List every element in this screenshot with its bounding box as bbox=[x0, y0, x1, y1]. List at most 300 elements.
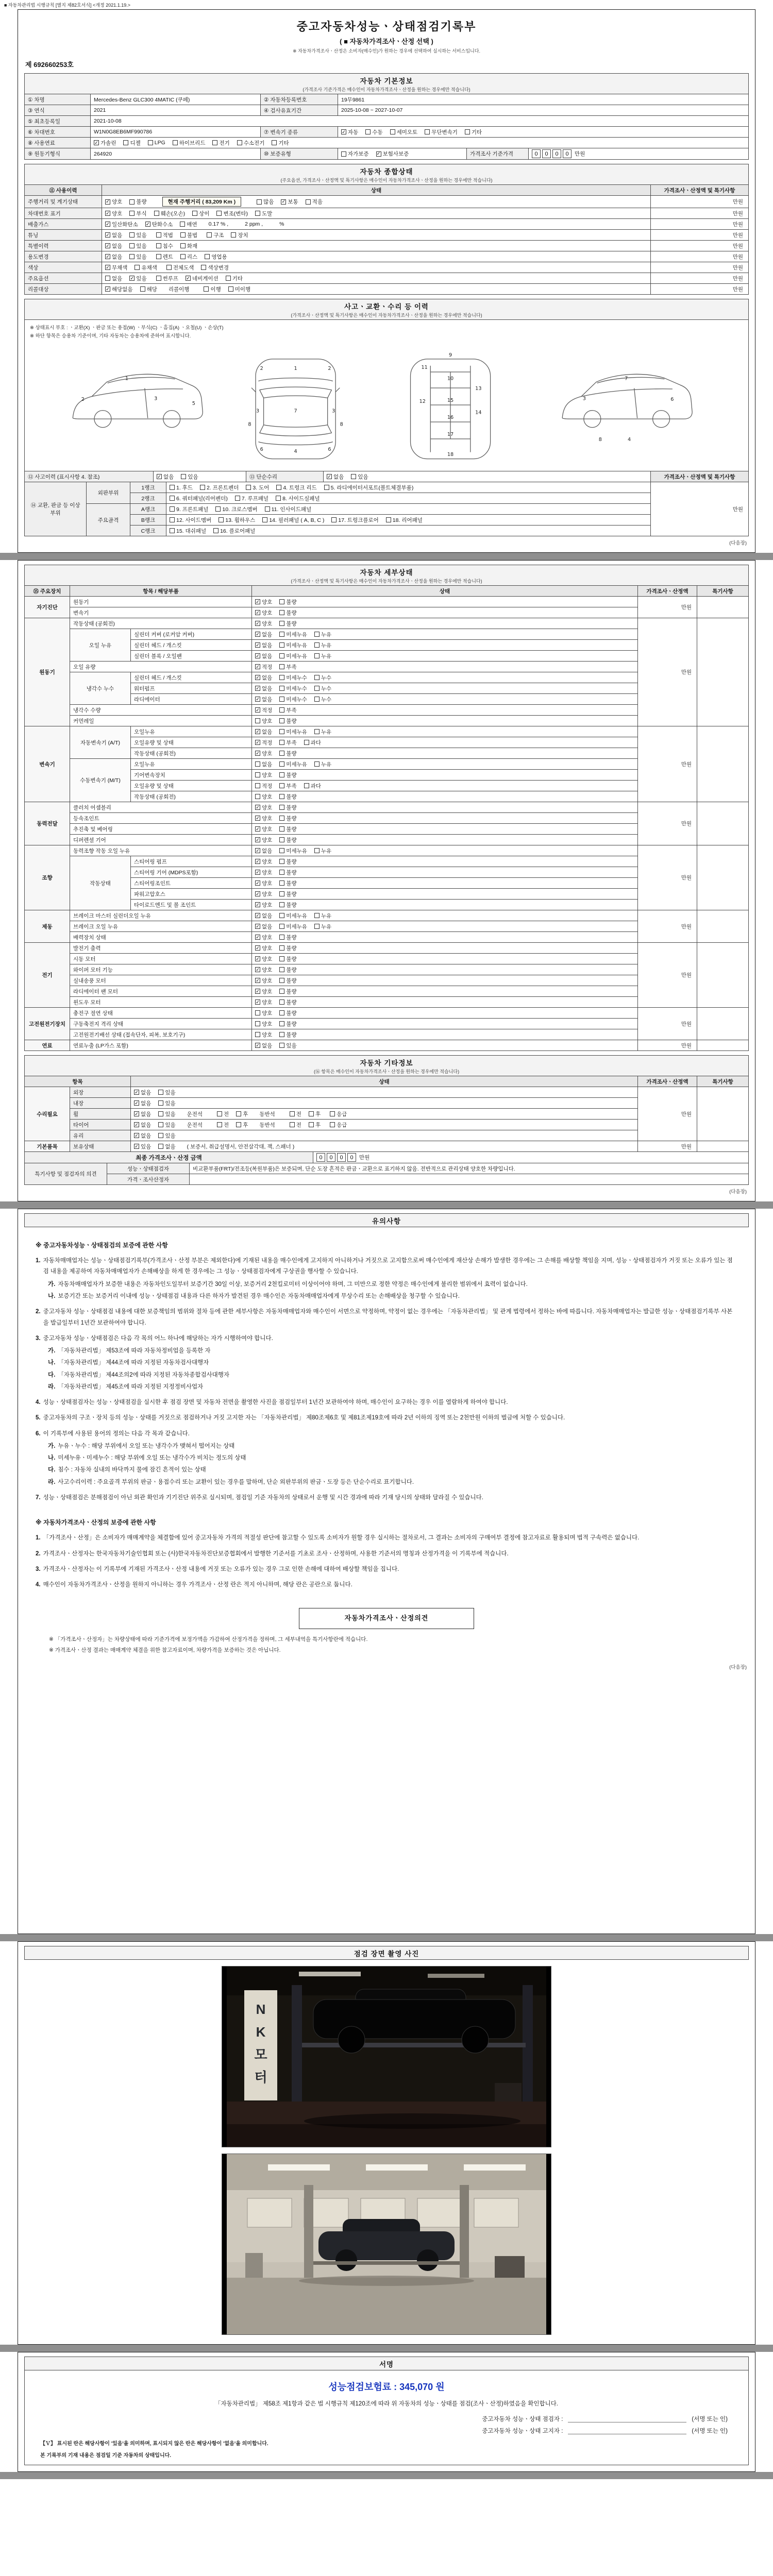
usage-item-label: 리콜대상 bbox=[25, 284, 102, 295]
checkbox-unchecked[interactable] bbox=[279, 674, 307, 682]
checkbox-label: 부족 bbox=[286, 664, 297, 670]
checkbox-unchecked[interactable] bbox=[351, 473, 368, 481]
checkbox-checked[interactable] bbox=[255, 685, 272, 692]
checkbox-checked[interactable] bbox=[255, 620, 272, 628]
checkbox-checked[interactable] bbox=[255, 944, 272, 952]
checkbox-unchecked[interactable] bbox=[279, 1042, 296, 1049]
checkbox-group bbox=[255, 955, 297, 963]
checkbox-group bbox=[255, 1009, 297, 1017]
checkbox-unchecked[interactable] bbox=[255, 1031, 272, 1039]
checkbox-checked[interactable] bbox=[129, 275, 146, 282]
checkbox-unchecked[interactable] bbox=[204, 285, 221, 293]
checkbox-label: 양호 bbox=[262, 620, 273, 627]
checkbox-unchecked[interactable] bbox=[386, 516, 423, 524]
checkbox-icon bbox=[192, 211, 197, 216]
checkbox-unchecked[interactable] bbox=[279, 869, 296, 876]
checkbox-unchecked[interactable] bbox=[290, 1121, 301, 1129]
car-wheel bbox=[417, 2249, 439, 2271]
checkbox-label: 세미오토 bbox=[396, 129, 418, 135]
checkbox-unchecked[interactable] bbox=[226, 275, 243, 282]
checkbox-checked[interactable] bbox=[105, 221, 138, 228]
device-item-label: 발전기 출력 bbox=[70, 943, 252, 954]
state-cell bbox=[252, 954, 638, 964]
checkbox-unchecked[interactable] bbox=[279, 847, 307, 855]
checkbox-unchecked[interactable] bbox=[279, 609, 296, 617]
checkbox-unchecked[interactable] bbox=[180, 221, 197, 228]
checkbox-icon bbox=[180, 222, 185, 227]
device-group-label: 자기진단 bbox=[25, 597, 70, 618]
checkbox-checked[interactable] bbox=[255, 739, 272, 747]
checkbox-unchecked[interactable] bbox=[201, 264, 229, 272]
checkbox-unchecked[interactable] bbox=[246, 484, 269, 492]
state-cell bbox=[252, 878, 638, 889]
checkbox-checked[interactable] bbox=[255, 955, 272, 963]
checkbox-unchecked[interactable] bbox=[279, 696, 307, 703]
checkbox-icon bbox=[255, 761, 260, 767]
notice-subitem bbox=[48, 1346, 737, 1357]
checkbox-unchecked[interactable] bbox=[279, 879, 296, 887]
checkbox-checked[interactable] bbox=[255, 804, 272, 811]
checkbox-checked[interactable] bbox=[255, 934, 272, 941]
checkbox-unchecked[interactable] bbox=[314, 641, 331, 649]
etc-info-table bbox=[24, 1076, 749, 1152]
checkbox-checked[interactable] bbox=[255, 696, 272, 703]
checkbox-unchecked[interactable] bbox=[255, 1020, 272, 1028]
checkbox-icon bbox=[216, 211, 222, 216]
accident-flags-table bbox=[24, 471, 749, 482]
checkbox-unchecked[interactable] bbox=[279, 944, 296, 952]
sign-or-seal-label: (서명 또는 인) bbox=[692, 2416, 728, 2422]
checkbox-unchecked[interactable] bbox=[390, 128, 418, 136]
checkbox-checked[interactable] bbox=[281, 198, 298, 206]
table-row bbox=[25, 116, 749, 127]
checkbox-unchecked[interactable] bbox=[272, 139, 289, 147]
checkbox-unchecked[interactable] bbox=[148, 140, 165, 146]
panel-number-label: 6 bbox=[670, 397, 674, 403]
checkbox-checked[interactable] bbox=[134, 1110, 151, 1118]
checkbox-group bbox=[255, 793, 297, 801]
checkbox-unchecked[interactable] bbox=[158, 1089, 175, 1096]
checkbox-group bbox=[255, 1031, 297, 1039]
checkbox-unchecked[interactable] bbox=[279, 858, 296, 866]
checkbox-unchecked[interactable] bbox=[279, 793, 296, 801]
signature-line[interactable] bbox=[568, 2415, 686, 2422]
checkbox-unchecked[interactable] bbox=[314, 760, 331, 768]
checkbox-icon bbox=[279, 924, 284, 929]
price-unit: 만원 bbox=[359, 1155, 370, 1161]
checkbox-unchecked[interactable] bbox=[228, 285, 250, 293]
checkbox-unchecked[interactable] bbox=[306, 198, 323, 206]
checkbox-unchecked[interactable] bbox=[276, 495, 320, 502]
checkbox-checked[interactable] bbox=[255, 598, 272, 606]
checkbox-label: 16. 플로어패널 bbox=[220, 528, 256, 534]
checkbox-label: 불량 bbox=[286, 793, 297, 800]
checkbox-unchecked[interactable] bbox=[314, 685, 331, 692]
checkbox-unchecked[interactable] bbox=[129, 242, 146, 250]
checkbox-unchecked[interactable] bbox=[156, 253, 173, 261]
checkbox-checked[interactable] bbox=[255, 652, 272, 660]
checkbox-unchecked[interactable] bbox=[129, 198, 146, 206]
checkbox-label: 양호 bbox=[262, 880, 273, 887]
checkbox-unchecked[interactable] bbox=[341, 150, 369, 158]
checkbox-unchecked[interactable] bbox=[170, 527, 206, 535]
checkbox-unchecked[interactable] bbox=[170, 495, 228, 502]
checkbox-unchecked[interactable] bbox=[235, 495, 268, 502]
checkbox-unchecked[interactable] bbox=[304, 739, 321, 747]
checkbox-unchecked[interactable] bbox=[219, 516, 255, 524]
checkbox-checked[interactable] bbox=[255, 998, 272, 1006]
equipment bbox=[245, 2253, 263, 2278]
checkbox-unchecked[interactable] bbox=[173, 139, 206, 147]
checkbox-checked[interactable] bbox=[255, 750, 272, 757]
checkbox-unchecked[interactable] bbox=[279, 782, 296, 790]
checkbox-unchecked[interactable] bbox=[105, 275, 122, 282]
state-cell bbox=[252, 1029, 638, 1040]
checkbox-unchecked[interactable] bbox=[279, 641, 307, 649]
state-cell bbox=[252, 694, 638, 705]
checkbox-unchecked[interactable] bbox=[200, 484, 239, 492]
checkbox-unchecked[interactable] bbox=[279, 836, 296, 844]
checkbox-checked[interactable] bbox=[255, 836, 272, 844]
checkbox-unchecked[interactable] bbox=[129, 253, 146, 261]
checkbox-unchecked[interactable] bbox=[255, 793, 272, 801]
checkbox-label: 있음 bbox=[165, 1100, 176, 1107]
checkbox-group bbox=[255, 782, 321, 790]
checkbox-icon: ✓ bbox=[106, 253, 110, 259]
checkbox-icon bbox=[279, 902, 284, 907]
checkbox-unchecked[interactable] bbox=[154, 210, 186, 217]
notice-item-text: 매수인이 자동차가격조사ㆍ산정을 원하지 아니하는 경우 가격조사ㆍ산정 란은 적지 아니하며, 해당 란은 공란으로 둡니다. bbox=[43, 1582, 352, 1588]
checkbox-checked[interactable] bbox=[255, 858, 272, 866]
checkbox-unchecked[interactable] bbox=[180, 231, 197, 239]
appraisal-note: ※ 「가격조사ㆍ산정자」는 차량상태에 따라 기준가격에 보정가액을 가감하여 산정가격을 정하며, 그 세부내역을 특기사항란에 적습니다. bbox=[49, 1636, 368, 1642]
checkbox-checked[interactable] bbox=[255, 815, 272, 822]
checkbox-unchecked[interactable] bbox=[279, 760, 307, 768]
checkbox-label: 없음 bbox=[141, 1089, 152, 1096]
checkbox-unchecked[interactable] bbox=[166, 264, 194, 272]
checkbox-checked[interactable] bbox=[255, 728, 272, 736]
checkbox-checked[interactable] bbox=[105, 253, 122, 261]
notice-item-text: 「가격조사ㆍ산정」은 소비자가 매매계약을 체결함에 있어 중고자동차 가격의 적절성 판단에 참고할 수 있도록 소비자가 원할 경우 실시하는 절차로서, 그 결과는 소비자의 구매여부 결정에 참고자료로 활용되며 법적 구속력은 없습니다. bbox=[43, 1535, 640, 1541]
reg-no-value: 19무9861 bbox=[338, 94, 749, 105]
checkbox-checked[interactable] bbox=[255, 674, 272, 682]
checkbox-unchecked[interactable] bbox=[279, 912, 307, 920]
checkbox-checked[interactable] bbox=[105, 264, 127, 272]
checkbox-unchecked[interactable] bbox=[231, 231, 248, 239]
checkbox-checked[interactable] bbox=[255, 923, 272, 930]
checkbox-unchecked[interactable] bbox=[279, 663, 296, 671]
checkbox-checked[interactable] bbox=[255, 706, 272, 714]
checkbox-unchecked[interactable] bbox=[129, 231, 146, 239]
checkbox-unchecked[interactable] bbox=[212, 139, 229, 147]
checkbox-unchecked[interactable] bbox=[279, 1009, 296, 1017]
reg-no-label: ② 자동차등록번호 bbox=[261, 94, 338, 105]
device-item-label: 기어변속장치 bbox=[131, 770, 252, 781]
checkbox-icon: ✓ bbox=[327, 473, 331, 479]
checkbox-group bbox=[105, 275, 147, 282]
checkbox-label: 미이행 bbox=[234, 286, 251, 293]
checkbox-unchecked[interactable] bbox=[205, 253, 227, 261]
checkbox-unchecked[interactable] bbox=[279, 890, 296, 898]
checkbox-unchecked[interactable] bbox=[314, 652, 331, 660]
checkbox-checked[interactable] bbox=[134, 1099, 151, 1107]
checkbox-unchecked[interactable] bbox=[217, 1121, 229, 1129]
checkbox-unchecked[interactable] bbox=[279, 1031, 296, 1039]
section-title: 점검 장면 촬영 사진 bbox=[354, 1950, 419, 1958]
checkbox-unchecked[interactable] bbox=[265, 505, 312, 513]
panel-number-label: 4 bbox=[294, 449, 297, 455]
checkbox-icon bbox=[279, 772, 284, 777]
checkbox-unchecked[interactable] bbox=[123, 139, 140, 147]
price-cell: 만원 bbox=[651, 208, 749, 219]
checkbox-unchecked[interactable] bbox=[279, 1020, 296, 1028]
checkbox-label: 양호 bbox=[262, 999, 273, 1006]
device-item-label: 동력조향 작동 오일 누유 bbox=[70, 845, 252, 856]
checkbox-unchecked[interactable] bbox=[158, 1121, 175, 1129]
checkbox-checked[interactable] bbox=[157, 473, 174, 481]
checkbox-unchecked[interactable] bbox=[324, 484, 414, 492]
checkbox-unchecked[interactable] bbox=[262, 516, 324, 524]
checkbox-unchecked[interactable] bbox=[279, 923, 307, 930]
checkbox-unchecked[interactable] bbox=[255, 1009, 272, 1017]
checkbox-unchecked[interactable] bbox=[135, 264, 157, 272]
checkbox-checked[interactable] bbox=[255, 879, 272, 887]
final-price-digits bbox=[316, 1155, 358, 1161]
checkbox-checked[interactable] bbox=[134, 1121, 151, 1129]
checkbox-unchecked[interactable] bbox=[314, 923, 331, 930]
checkbox-label: 양호 bbox=[262, 891, 273, 897]
checkbox-checked[interactable] bbox=[255, 847, 272, 855]
checkbox-unchecked[interactable] bbox=[236, 1110, 248, 1118]
checkbox-checked[interactable] bbox=[255, 825, 272, 833]
checkbox-unchecked[interactable] bbox=[314, 696, 331, 703]
state-cell bbox=[252, 770, 638, 781]
notice-item-text: 중고자동차 성능ㆍ상태점검은 다음 각 목의 어느 하나에 해당하는 자가 시행하여야 합니다. bbox=[43, 1335, 273, 1342]
checkbox-checked[interactable] bbox=[255, 901, 272, 909]
checkbox-checked[interactable] bbox=[255, 609, 272, 617]
checkbox-unchecked[interactable] bbox=[290, 1110, 301, 1118]
appraisal-note: ※ 가격조사ㆍ산정 결과는 매매계약 체결을 위한 참고자료이며, 차량가격을 보증하는 것은 아닙니다. bbox=[49, 1647, 281, 1654]
checkbox-label: 없음 bbox=[262, 653, 273, 659]
checkbox-unchecked[interactable] bbox=[158, 1143, 175, 1150]
checkbox-unchecked[interactable] bbox=[216, 210, 248, 217]
checkbox-unchecked[interactable] bbox=[279, 631, 307, 638]
checkbox-checked[interactable] bbox=[255, 966, 272, 974]
etc-item-label: 타이어 bbox=[70, 1120, 131, 1130]
panel-number-label: 2 bbox=[328, 366, 331, 372]
checkbox-label: 있음 bbox=[141, 1143, 152, 1150]
checkbox-unchecked[interactable] bbox=[304, 782, 321, 790]
checkbox-checked[interactable] bbox=[327, 473, 344, 481]
checkbox-unchecked[interactable] bbox=[279, 977, 296, 985]
checkbox-checked[interactable] bbox=[255, 1042, 272, 1049]
checkbox-group bbox=[255, 901, 297, 909]
price-cell: 만원 bbox=[651, 241, 749, 251]
checkbox-unchecked[interactable] bbox=[279, 815, 296, 822]
checkbox-unchecked[interactable] bbox=[255, 782, 272, 790]
checkbox-unchecked[interactable] bbox=[279, 901, 296, 909]
checkbox-unchecked[interactable] bbox=[170, 516, 211, 524]
checkbox-checked[interactable] bbox=[105, 198, 122, 206]
checkbox-unchecked[interactable] bbox=[207, 231, 224, 239]
checkbox-unchecked[interactable] bbox=[314, 728, 331, 736]
checkbox-unchecked[interactable] bbox=[255, 717, 272, 725]
checkbox-checked[interactable] bbox=[255, 663, 272, 671]
checkbox-unchecked[interactable] bbox=[255, 210, 272, 217]
checkbox-unchecked[interactable] bbox=[314, 674, 331, 682]
checkbox-unchecked[interactable] bbox=[255, 771, 272, 779]
checkbox-unchecked[interactable] bbox=[309, 1110, 321, 1118]
state-cell bbox=[252, 759, 638, 770]
section-note: (⑯ 항목은 매수인이 자동차가격조사ㆍ산정을 원하는 경우에만 적습니다) bbox=[313, 1069, 460, 1074]
checkbox-icon bbox=[265, 506, 270, 512]
checkbox-checked[interactable] bbox=[105, 231, 122, 239]
checkbox-unchecked[interactable] bbox=[236, 1121, 248, 1129]
table-row bbox=[25, 943, 749, 954]
checkbox-label: 네비게이션 bbox=[192, 275, 219, 282]
checkbox-unchecked[interactable] bbox=[314, 912, 331, 920]
note-cell bbox=[697, 1008, 749, 1040]
checkbox-unchecked[interactable] bbox=[279, 706, 296, 714]
checkbox-icon: ✓ bbox=[106, 210, 110, 216]
checkbox-unchecked[interactable] bbox=[217, 1110, 229, 1118]
checkbox-icon bbox=[314, 653, 320, 658]
checkbox-checked[interactable] bbox=[255, 641, 272, 649]
checkbox-checked[interactable] bbox=[341, 128, 358, 136]
checkbox-unchecked[interactable] bbox=[465, 128, 482, 136]
checkbox-unchecked[interactable] bbox=[279, 825, 296, 833]
checkbox-unchecked[interactable] bbox=[156, 242, 173, 250]
checkbox-label: 불량 bbox=[286, 902, 297, 908]
device-item-label: 디퍼렌셜 기어 bbox=[70, 835, 252, 845]
price-digit: 0 bbox=[316, 1153, 325, 1162]
checkbox-checked[interactable] bbox=[134, 1089, 151, 1096]
etc-item-label: 외장 bbox=[70, 1087, 131, 1098]
checkbox-checked[interactable] bbox=[255, 631, 272, 638]
checkbox-checked[interactable] bbox=[105, 285, 133, 293]
checkbox-unchecked[interactable] bbox=[330, 1110, 347, 1118]
checkbox-unchecked[interactable] bbox=[309, 1121, 321, 1129]
checkbox-unchecked[interactable] bbox=[279, 685, 307, 692]
checkbox-checked[interactable] bbox=[145, 221, 173, 228]
checkbox-unchecked[interactable] bbox=[181, 473, 198, 481]
checkbox-checked[interactable] bbox=[255, 912, 272, 920]
checkbox-unchecked[interactable] bbox=[314, 847, 331, 855]
checkbox-unchecked[interactable] bbox=[140, 285, 157, 293]
checkbox-icon bbox=[158, 1133, 163, 1138]
checkbox-unchecked[interactable] bbox=[257, 198, 274, 206]
checkbox-unchecked[interactable] bbox=[129, 210, 146, 217]
checkbox-unchecked[interactable] bbox=[170, 505, 208, 513]
checkbox-unchecked[interactable] bbox=[279, 966, 296, 974]
checkbox-checked[interactable] bbox=[255, 869, 272, 876]
checkbox-group bbox=[341, 150, 409, 158]
checkbox-unchecked[interactable] bbox=[279, 771, 296, 779]
checkbox-unchecked[interactable] bbox=[279, 804, 296, 811]
checkbox-label: 후 bbox=[243, 1111, 248, 1117]
checkbox-unchecked[interactable] bbox=[192, 210, 209, 217]
checkbox-icon bbox=[257, 199, 262, 205]
price-cell: 만원 bbox=[651, 196, 749, 208]
checkbox-checked[interactable] bbox=[255, 977, 272, 985]
document-number: 제 692660253호 bbox=[25, 61, 74, 69]
checkbox-unchecked[interactable] bbox=[213, 527, 255, 535]
rank-items bbox=[166, 482, 651, 493]
checkbox-icon bbox=[255, 783, 260, 788]
checkbox-unchecked[interactable] bbox=[180, 242, 197, 250]
state-text: 동반석 bbox=[259, 1111, 275, 1117]
checkbox-unchecked[interactable] bbox=[279, 750, 296, 757]
checkbox-group bbox=[255, 760, 331, 768]
notice-items-appraisal bbox=[36, 1533, 737, 1590]
checkbox-unchecked[interactable] bbox=[279, 598, 296, 606]
checkbox-checked[interactable] bbox=[186, 275, 219, 282]
checkbox-unchecked[interactable] bbox=[215, 505, 257, 513]
checkbox-unchecked[interactable] bbox=[279, 988, 296, 995]
checkbox-unchecked[interactable] bbox=[279, 998, 296, 1006]
etc-group-label: 수리필요 bbox=[25, 1087, 70, 1141]
checkbox-unchecked[interactable] bbox=[279, 955, 296, 963]
checkbox-checked[interactable] bbox=[255, 890, 272, 898]
checkbox-checked[interactable] bbox=[105, 210, 122, 217]
state-cell bbox=[252, 889, 638, 900]
checkbox-checked[interactable] bbox=[134, 1132, 151, 1140]
checkbox-unchecked[interactable] bbox=[255, 760, 272, 768]
checkbox-unchecked[interactable] bbox=[279, 652, 307, 660]
checkbox-checked[interactable] bbox=[255, 988, 272, 995]
checkbox-unchecked[interactable] bbox=[180, 253, 197, 261]
checkbox-unchecked[interactable] bbox=[279, 728, 307, 736]
checkbox-checked[interactable] bbox=[105, 242, 122, 250]
panel-number-label: 15 bbox=[447, 398, 454, 404]
signature-line[interactable] bbox=[568, 2427, 686, 2434]
notice-subitem bbox=[48, 1453, 737, 1464]
usage-item-label: 배출가스 bbox=[25, 219, 102, 230]
checkbox-unchecked[interactable] bbox=[279, 934, 296, 941]
checkbox-unchecked[interactable] bbox=[425, 128, 458, 136]
checkbox-checked[interactable] bbox=[376, 150, 409, 158]
checkbox-unchecked[interactable] bbox=[279, 739, 296, 747]
checkbox-unchecked[interactable] bbox=[156, 231, 173, 239]
checkbox-unchecked[interactable] bbox=[330, 1121, 347, 1129]
device-item-label: 실내송풍 모터 bbox=[70, 975, 252, 986]
notice-subitem-number: 나. bbox=[48, 1455, 56, 1462]
checkbox-unchecked[interactable] bbox=[276, 484, 316, 492]
checkbox-checked[interactable] bbox=[134, 1143, 151, 1150]
checkbox-unchecked[interactable] bbox=[279, 620, 296, 628]
checkbox-label: 14. 필러패널 ( A, B, C ) bbox=[269, 517, 325, 523]
checkbox-unchecked[interactable] bbox=[170, 484, 193, 492]
checkbox-unchecked[interactable] bbox=[331, 516, 378, 524]
checkbox-unchecked[interactable] bbox=[314, 631, 331, 638]
checkbox-unchecked[interactable] bbox=[158, 1110, 175, 1118]
checkbox-unchecked[interactable] bbox=[158, 1132, 175, 1140]
checkbox-unchecked[interactable] bbox=[158, 1099, 175, 1107]
state-cell bbox=[252, 910, 638, 921]
checkbox-checked[interactable] bbox=[94, 139, 116, 147]
checkbox-unchecked[interactable] bbox=[156, 275, 178, 282]
section-title: 자동차 종합상태 bbox=[360, 168, 413, 176]
checkbox-icon: ✓ bbox=[256, 912, 260, 918]
checkbox-unchecked[interactable] bbox=[279, 717, 296, 725]
checkbox-unchecked[interactable] bbox=[365, 128, 382, 136]
checkbox-unchecked[interactable] bbox=[237, 139, 265, 147]
checkbox-label: 디젤 bbox=[130, 140, 141, 146]
checkbox-icon bbox=[205, 254, 210, 259]
device-item-label: 브레이크 오일 누유 bbox=[70, 921, 252, 932]
checkbox-label: 양호 bbox=[262, 945, 273, 952]
checkbox-icon: ✓ bbox=[256, 620, 260, 626]
